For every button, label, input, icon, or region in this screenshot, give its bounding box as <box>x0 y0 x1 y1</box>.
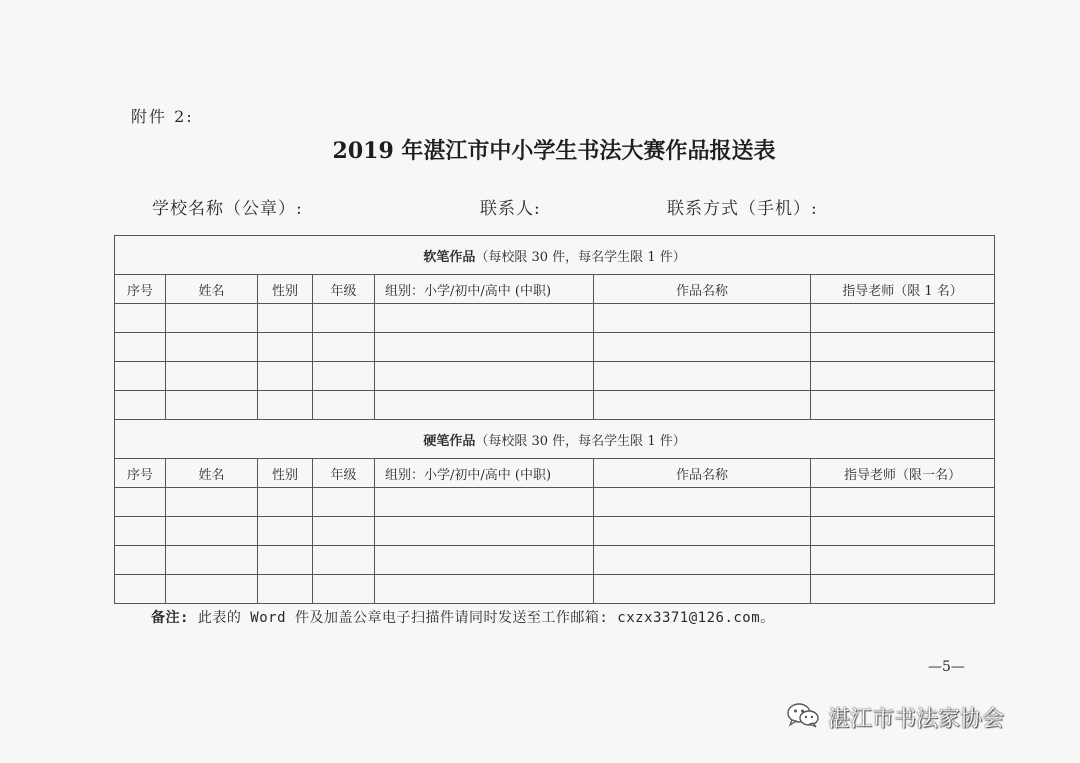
contact-person-field: 联系人: <box>480 199 541 219</box>
col-header-work-title: 作品名称 <box>594 459 811 488</box>
contact-phone-field: 联系方式（手机）: <box>667 199 818 219</box>
col-header-group: 组别：小学/初中/高中 (中职) <box>375 275 594 304</box>
note-text: 此表的 Word 件及加盖公章电子扫描件请同时发送至工作邮箱: cxzx3371@126.com。 <box>188 610 775 626</box>
table-row <box>115 391 995 420</box>
col-header-teacher: 指导老师（限一名） <box>811 459 995 488</box>
table-row <box>115 575 995 604</box>
col-header-group: 组别：小学/初中/高中 (中职) <box>375 459 594 488</box>
section-header-soft-brush <box>115 236 995 275</box>
section-limit: （每校限 30 件，每名学生限 1 件） <box>475 249 686 265</box>
note-label: 备注: <box>151 610 189 626</box>
watermark <box>786 702 1004 732</box>
table-row <box>115 304 995 333</box>
col-header-name: 姓名 <box>166 459 258 488</box>
watermark-text: 湛江市书法家协会 <box>828 706 1005 732</box>
footnote <box>151 607 775 627</box>
page-title: 2019 年湛江市中小学生书法大赛作品报送表 <box>332 138 776 164</box>
col-header-teacher: 指导老师（限 1 名） <box>811 275 995 304</box>
table-row <box>115 333 995 362</box>
col-header-gender: 性别 <box>258 459 313 488</box>
section-limit: （每校限 30 件，每名学生限 1 件） <box>475 433 686 449</box>
section-name: 软笔作品 <box>423 249 476 265</box>
page-number: —5— <box>928 659 965 675</box>
table-row <box>115 517 995 546</box>
col-header-name: 姓名 <box>166 275 258 304</box>
wechat-icon <box>786 701 820 733</box>
col-header-index: 序号 <box>115 459 166 488</box>
column-header-row <box>115 275 995 304</box>
col-header-index: 序号 <box>115 275 166 304</box>
col-header-grade: 年级 <box>313 459 375 488</box>
table-row <box>115 362 995 391</box>
school-name-field: 学校名称（公章）: <box>152 199 303 219</box>
table-row <box>115 546 995 575</box>
submission-form-table <box>114 235 995 604</box>
section-name: 硬笔作品 <box>423 433 476 449</box>
column-header-row <box>115 459 995 488</box>
attachment-label: 附件 2: <box>131 107 194 126</box>
col-header-gender: 性别 <box>258 275 313 304</box>
table-row <box>115 488 995 517</box>
col-header-work-title: 作品名称 <box>594 275 811 304</box>
col-header-grade: 年级 <box>313 275 375 304</box>
section-header-hard-pen <box>115 420 995 459</box>
